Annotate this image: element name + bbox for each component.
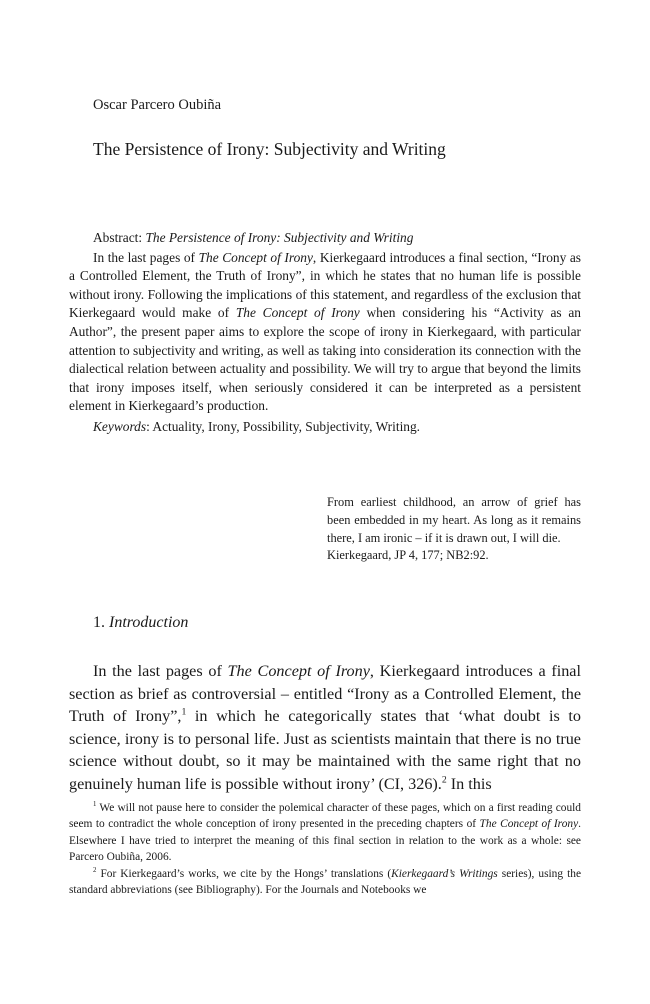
abstract-label: Abstract:: [93, 230, 146, 245]
footnote-text-part: We will not pause here to consider the polemical character of these pages, which on a first reading could seem to contradict the whole conception of irony presented in the preceding chapters of: [69, 802, 581, 831]
body-paragraph: [69, 660, 581, 796]
footnote-text-part: . Elsewhere I have tried to interpret the meaning of this final section in relation to the work as a whole: see Parcero Oubiña, 2006.: [69, 818, 581, 864]
section-number: 1.: [93, 614, 109, 631]
body-text-part: In this: [446, 774, 492, 793]
abstract-text-part: when considering his “Activity as an Author”, the present paper aims to explore the scope of irony in Kierkegaard, with particular attention to subjectivity and writing, as well as taking into consideration its connection with the dialectical relation between actuality and possibility. We will try to argue that beyond the limits that irony imposes itself, when seriously considered it can be interpreted as a persistent element in Kierkegaard’s production.: [69, 305, 581, 414]
abstract-text: [69, 249, 581, 416]
abstract-text-part: In the last pages of: [93, 249, 199, 265]
footnote-text-part: For Kierkegaard’s works, we cite by the Hongs’ translations (: [96, 867, 392, 880]
epigraph-citation: Kierkegaard, JP 4, 177; NB2:92.: [327, 548, 489, 563]
abstract-work-title: The Concept of Irony: [235, 305, 360, 321]
abstract-title: The Persistence of Irony: Subjectivity and Writing: [145, 230, 414, 245]
abstract-heading: [69, 229, 581, 248]
abstract-work-title: The Concept of Irony: [198, 249, 313, 265]
footnote-2: [69, 866, 581, 899]
footnote-work-title: The Concept of Irony: [479, 818, 579, 831]
keywords-line: [69, 418, 581, 437]
body-work-title: The Concept of Irony: [227, 662, 370, 680]
body-text: [69, 660, 581, 796]
footnote-ref-1[interactable]: 1: [181, 706, 187, 718]
paper-title: The Persistence of Irony: Subjectivity and Writing: [93, 139, 446, 159]
footnote-work-title: Kierkegaard’s Writings: [391, 867, 498, 880]
section-title: Introduction: [109, 614, 189, 631]
footnote-text-part: series), using the standard abbreviations (see Bibliography). For the Journals and Notebooks we: [69, 867, 582, 897]
abstract-text-part: , Kierkegaard introduces a final section, “Irony as a Controlled Element, the Truth of Irony”, in which he states that no human life is possible without irony. Following the implications of this statement, and regardless of the exclusion that Kierkegaard would make of: [69, 249, 581, 321]
keywords-list: : Actuality, Irony, Possibility, Subjectivity, Writing.: [146, 418, 421, 434]
footnote-mark-1: 1: [93, 801, 97, 809]
author-name: Oscar Parcero Oubiña: [93, 97, 222, 113]
epigraph: [327, 494, 581, 565]
epigraph-text: From earliest childhood, an arrow of grief has been embedded in my heart. As long as it remains there, I am ironic – if it is drawn out, I will die.: [327, 495, 581, 545]
footnote-mark-2: 2: [93, 866, 97, 874]
body-text-part: , Kierkegaard introduces a final section as brief as controversial – entitled “Irony as a Controlled Element, the Truth of Irony”,: [69, 662, 581, 726]
body-text-part: In the last pages of: [93, 662, 228, 680]
footnote-ref-2[interactable]: 2: [441, 774, 447, 786]
abstract-block: [69, 229, 581, 437]
body-text-part: in which he categorically states that ‘what doubt is to science, irony is to personal life. Just as scientists maintain that there is no true science without doubt, so it may be maintained with the same right that no genuinely human life is possible without irony’ (CI, 326).: [69, 707, 581, 793]
keywords-label: Keywords: [93, 418, 147, 434]
section-heading: [93, 614, 188, 632]
footnotes: [69, 800, 581, 898]
footnote-1: [69, 800, 581, 866]
